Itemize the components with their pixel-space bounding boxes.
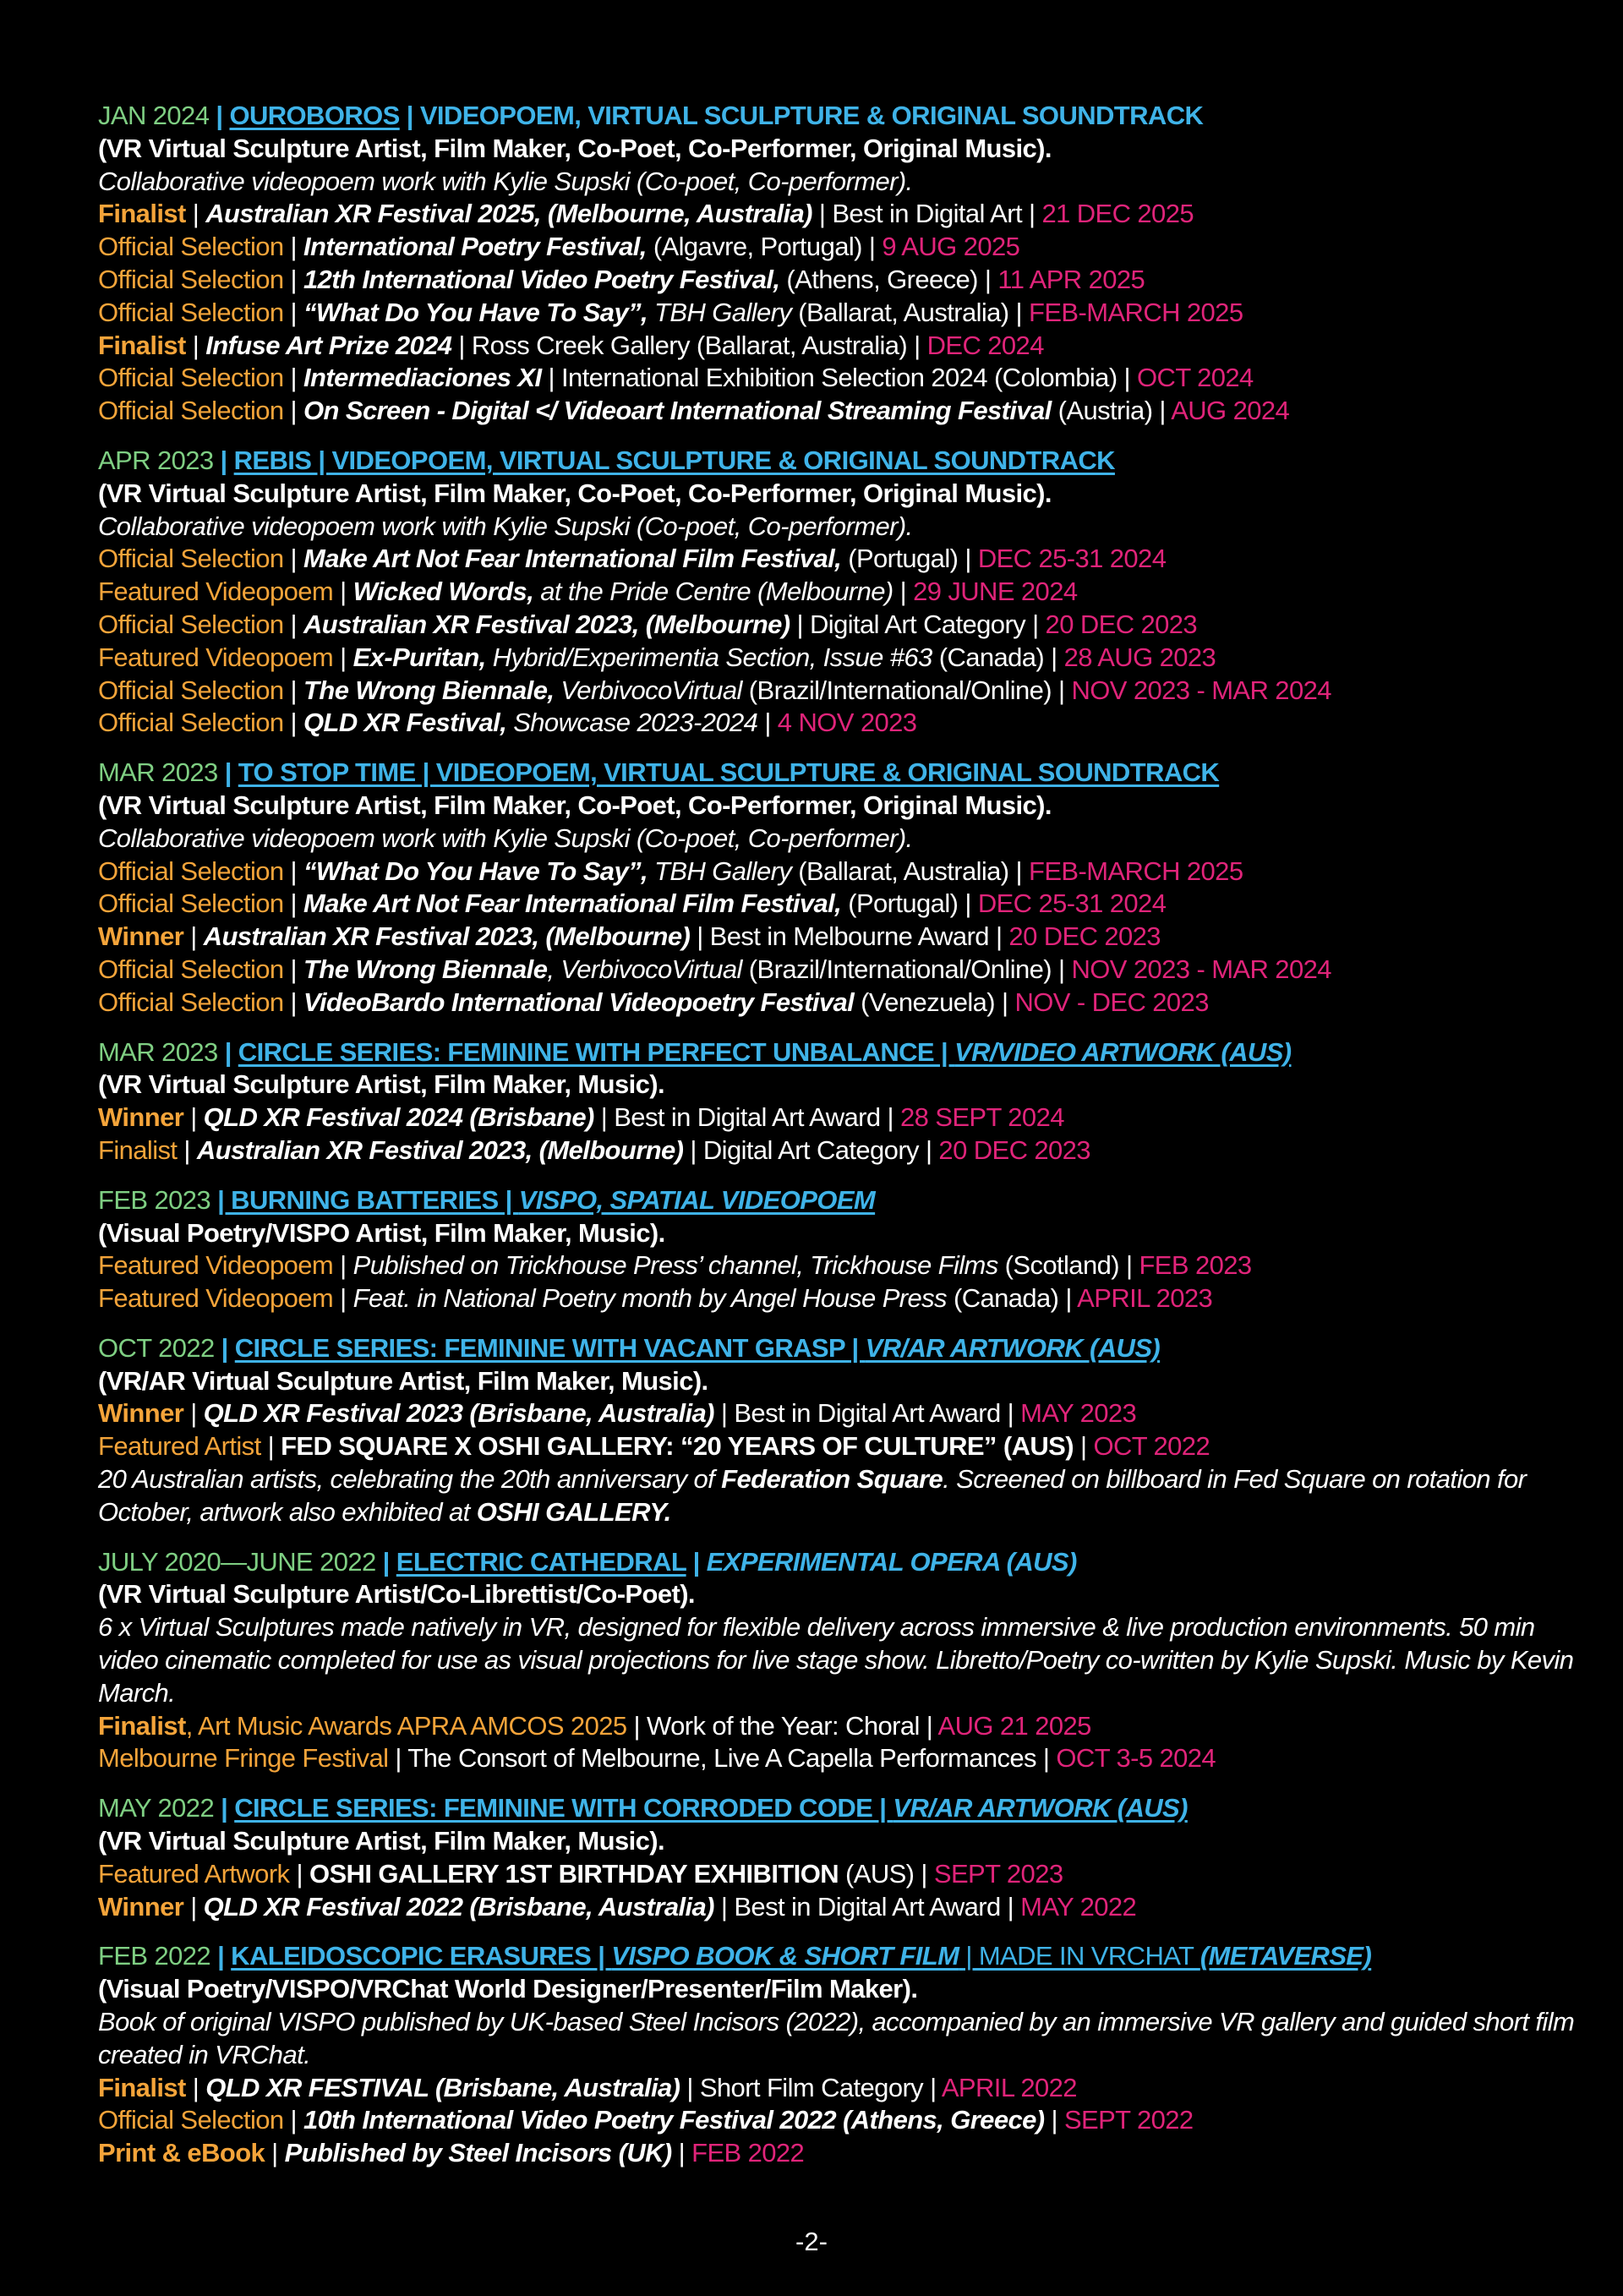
entry-title[interactable]: KALEIDOSCOPIC ERASURES |: [231, 1941, 612, 1971]
entry-line: [98, 297, 1586, 330]
award-period: FEB 2022: [691, 2138, 805, 2168]
award-status: Official Selection: [98, 609, 284, 639]
entry-text: Published by Steel Incisors (UK): [284, 2138, 672, 2168]
award-period: FEB 2023: [1139, 1250, 1252, 1281]
entry-title[interactable]: TO STOP TIME | VIDEOPOEM, VIRTUAL SCULPTURE & ORIGINAL SOUNDTRACK: [238, 757, 1220, 788]
entry-text: Hybrid/Experimentia Section, Issue #63: [485, 642, 932, 672]
entry-text: Make Art Not Fear International Film Festival,: [303, 544, 842, 574]
entry-title: |: [217, 1941, 232, 1971]
entry-text: |: [283, 297, 304, 327]
award-status: Featured Videopoem: [98, 642, 334, 672]
award-period: 21 DEC 2025: [1041, 199, 1194, 229]
award-status: Winner: [98, 921, 184, 952]
entry-text: |: [183, 1891, 204, 1922]
entry-text: (Brazil/International/Online) |: [741, 954, 1072, 984]
entry-line: [98, 2072, 1586, 2105]
entry-line: [98, 1742, 1586, 1775]
award-status: Official Selection: [98, 675, 284, 705]
entry-line: [98, 330, 1586, 363]
cv-entry: [98, 1546, 1586, 1776]
entry-title[interactable]: (METAVERSE): [1199, 1941, 1372, 1971]
entry-text: On Screen - Digital </ Videoart International Streaming Festival: [303, 396, 1052, 426]
entry-line: [98, 790, 1586, 823]
entry-text: at the Pride Centre (Melbourne): [533, 577, 893, 607]
entry-line: [98, 576, 1586, 609]
entry-text: |: [283, 609, 304, 639]
page-number: -2-: [795, 2227, 828, 2256]
entry-text: |: [283, 232, 304, 262]
entry-text: | International Exhibition Selection 2024 (Colombia) |: [541, 363, 1138, 393]
award-period: APRIL 2023: [1077, 1283, 1213, 1314]
entry-text: VerbivocoVirtual: [554, 675, 742, 705]
entry-date: JULY 2020—JUNE 2022: [98, 1546, 383, 1577]
entry-text: (Canada) |: [932, 642, 1064, 672]
entry-text: Book of original VISPO published by UK-based Steel Incisors (2022), accompanied by an immersive VR gallery and guided short film created in VRChat.: [98, 2007, 1575, 2069]
entry-text: |: [283, 708, 304, 738]
entry-text: Australian XR Festival 2025, (Melbourne, Australia): [205, 199, 812, 229]
entry-text: (Austria) |: [1051, 396, 1172, 426]
award-status: Official Selection: [98, 363, 284, 393]
entry-text: |: [283, 396, 304, 426]
entry-text: QLD XR Festival 2022 (Brisbane, Australia): [203, 1891, 714, 1922]
entry-text: Showcase 2023-2024: [506, 708, 758, 738]
entry-date: OCT 2022: [98, 1332, 221, 1363]
entry-text: 20 Australian artists, celebrating the 20th anniversary of: [98, 1464, 722, 1495]
entry-title[interactable]: REBIS | VIDEOPOEM, VIRTUAL SCULPTURE & ORIGINAL SOUNDTRACK: [233, 445, 1115, 475]
entry-title: |: [382, 1546, 396, 1577]
award-status: Official Selection: [98, 396, 284, 426]
entry-text: |: [183, 1102, 204, 1133]
entry-text: |: [283, 888, 304, 919]
entry-text: | Best in Digital Art Award |: [713, 1398, 1021, 1429]
entry-heading: [98, 1546, 1586, 1579]
entry-title: |: [216, 101, 230, 130]
entry-line: [98, 921, 1586, 954]
entry-text: |: [333, 1283, 353, 1314]
entry-text: TBH Gallery: [648, 297, 792, 327]
award-status: Finalist: [98, 1134, 178, 1165]
entry-heading: [98, 100, 1586, 133]
entry-text: OSHI GALLERY 1ST BIRTHDAY EXHIBITION: [309, 1858, 839, 1889]
entry-line: [98, 166, 1586, 199]
entry-title[interactable]: VISPO, SPATIAL VIDEOPOEM: [518, 1184, 876, 1215]
entry-line: [98, 856, 1586, 888]
entry-text: |: [283, 987, 304, 1017]
entry-text: (VR Virtual Sculpture Artist, Film Maker, Co-Poet, Co-Performer, Original Music).: [98, 790, 1052, 820]
entry-title[interactable]: | MADE IN VRCHAT: [959, 1941, 1200, 1971]
entry-text: Federation Square: [721, 1464, 943, 1495]
entry-text: Australian XR Festival 2023, (Melbourne): [303, 609, 790, 639]
entry-text: |: [1073, 1431, 1094, 1462]
award-status: Official Selection: [98, 708, 284, 738]
entry-line: [98, 987, 1586, 1020]
entry-date: JAN 2024: [98, 101, 216, 130]
entry-text: |: [283, 954, 304, 984]
entry-text: (VR Virtual Sculpture Artist, Film Maker, Co-Poet, Co-Performer, Original Music).: [98, 133, 1052, 163]
entry-line: [98, 1069, 1586, 1102]
award-period: DEC 2024: [926, 330, 1044, 360]
entry-line: [98, 198, 1586, 231]
award-status: Official Selection: [98, 544, 284, 574]
award-status: Featured Videopoem: [98, 577, 334, 607]
entry-text: TBH Gallery: [648, 856, 792, 886]
entry-text: Collaborative videopoem work with Kylie Supski (Co-poet, Co-performer).: [98, 511, 913, 541]
entry-text: | Ross Creek Gallery (Ballarat, Australia) |: [451, 330, 927, 360]
entry-text: |: [283, 264, 304, 294]
entry-text: . Screened on billboard in Fed Square on rotation for October, artwork also exhibited at: [98, 1464, 1527, 1527]
entry-line: [98, 264, 1586, 297]
award-period: OCT 3-5 2024: [1056, 1743, 1216, 1774]
entry-line: [98, 2104, 1586, 2137]
entry-text: Make Art Not Fear International Film Festival,: [303, 888, 842, 919]
entry-text: 6 x Virtual Sculptures made natively in VR, designed for flexible delivery across immersive & live production environments. 50 min video cinematic completed for use as visual projections for live stage show. Libretto/Poetry co-written by Kylie Supski. Music by Kevin March.: [98, 1612, 1574, 1708]
award-period: APRIL 2022: [941, 2072, 1077, 2102]
entry-title: |: [221, 1793, 235, 1823]
entry-line: [98, 675, 1586, 708]
entry-text: (Visual Poetry/VISPO Artist, Film Maker, Music).: [98, 1217, 665, 1248]
entry-text: Published on Trickhouse Press’ channel, Trickhouse Films: [352, 1250, 998, 1281]
award-period: AUG 2024: [1171, 396, 1290, 426]
entry-title[interactable]: VR/AR ARTWORK (AUS): [865, 1332, 1161, 1363]
entry-text: QLD XR Festival 2024 (Brisbane): [203, 1102, 594, 1133]
entry-text: |: [283, 2105, 304, 2135]
award-period: SEPT 2022: [1063, 2105, 1194, 2135]
award-status: Finalist: [98, 2072, 186, 2102]
entry-line: [98, 1102, 1586, 1134]
cv-entries: [98, 100, 1586, 2187]
entry-description: [98, 1611, 1586, 1709]
entry-title: |: [221, 1332, 235, 1363]
award-period: 4 NOV 2023: [777, 708, 917, 738]
entry-heading: [98, 1940, 1586, 1973]
entry-text: (Portugal) |: [841, 544, 978, 574]
entry-line: [98, 543, 1586, 576]
entry-text: | Digital Art Category |: [683, 1134, 939, 1165]
entry-heading: [98, 1332, 1586, 1365]
entry-line: [98, 642, 1586, 675]
entry-line: [98, 1249, 1586, 1282]
entry-text: |: [265, 2138, 285, 2168]
award-status: Official Selection: [98, 954, 284, 984]
entry-date: MAR 2023: [98, 757, 225, 788]
entry-text: (Ballarat, Australia) |: [791, 856, 1030, 886]
entry-line: [98, 609, 1586, 642]
entry-text: “What Do You Have To Say”,: [303, 856, 648, 886]
entry-text: |: [893, 577, 914, 607]
entry-line: [98, 1365, 1586, 1398]
cv-entry: [98, 100, 1586, 428]
entry-title[interactable]: | BURNING BATTERIES |: [217, 1184, 519, 1215]
award-period: SEPT 2023: [933, 1858, 1063, 1889]
entry-text: (VR Virtual Sculpture Artist, Film Maker, Music).: [98, 1826, 664, 1856]
entry-line: [98, 478, 1586, 511]
award-status: Official Selection: [98, 856, 284, 886]
entry-line: [98, 395, 1586, 428]
award-period: 20 DEC 2023: [938, 1134, 1090, 1165]
award-period: MAY 2022: [1020, 1891, 1137, 1922]
entry-text: 10th International Video Poetry Festival 2022 (Athens, Greece): [303, 2105, 1045, 2135]
entry-date: MAR 2023: [98, 1036, 225, 1067]
entry-line: [98, 1397, 1586, 1430]
award-period: FEB-MARCH 2025: [1029, 856, 1243, 886]
entry-line: [98, 1134, 1586, 1167]
entry-text: |: [333, 642, 353, 672]
award-period: 11 APR 2025: [997, 264, 1145, 294]
entry-line: [98, 231, 1586, 264]
entry-title: EXPERIMENTAL OPERA (AUS): [706, 1546, 1077, 1577]
entry-line: [98, 707, 1586, 740]
entry-text: | Best in Melbourne Award |: [690, 921, 1009, 952]
entry-text: Ex-Puritan,: [352, 642, 486, 672]
cv-entry: [98, 757, 1586, 1019]
entry-text: OSHI GALLERY.: [476, 1496, 671, 1527]
award-status: , Art Music Awards APRA AMCOS 2025: [185, 1710, 627, 1741]
entry-title[interactable]: ELECTRIC CATHEDRAL: [396, 1546, 686, 1577]
entry-line: [98, 511, 1586, 544]
entry-text: |: [260, 1431, 281, 1462]
award-status: Finalist: [98, 1710, 186, 1741]
entry-text: | Best in Digital Art |: [812, 199, 1042, 229]
entry-heading: [98, 1792, 1586, 1825]
entry-text: (Visual Poetry/VISPO/VRChat World Designer/Presenter/Film Maker).: [98, 1974, 918, 2004]
entry-text: |: [283, 363, 304, 393]
entry-title: |: [220, 445, 234, 475]
entry-text: |: [757, 708, 778, 738]
entry-text: |: [185, 2072, 206, 2102]
award-status: Official Selection: [98, 888, 284, 919]
entry-line: [98, 1973, 1586, 2006]
entry-description: [98, 1463, 1586, 1529]
award-status: Featured Videopoem: [98, 1283, 334, 1314]
cv-entry: [98, 1792, 1586, 1923]
award-status: Finalist: [98, 199, 186, 229]
entry-title[interactable]: VISPO BOOK & SHORT FILM: [611, 1941, 959, 1971]
entry-line: [98, 362, 1586, 395]
award-period: NOV - DEC 2023: [1014, 987, 1209, 1017]
award-period: 20 DEC 2023: [1045, 609, 1198, 639]
award-period: 28 SEPT 2024: [899, 1102, 1064, 1133]
entry-text: | Work of the Year: Choral |: [626, 1710, 938, 1741]
entry-text: |: [289, 1858, 309, 1889]
entry-text: |: [333, 1250, 353, 1281]
entry-heading: [98, 445, 1586, 478]
award-status: Featured Artwork: [98, 1858, 290, 1889]
entry-text: QLD XR FESTIVAL (Brisbane, Australia): [205, 2072, 680, 2102]
entry-date: APR 2023: [98, 445, 221, 475]
entry-text: (Algavre, Portugal) |: [646, 232, 883, 262]
entry-description: [98, 2006, 1586, 2072]
entry-text: (VR Virtual Sculpture Artist, Film Maker, Music).: [98, 1069, 664, 1100]
entry-line: [98, 1578, 1586, 1611]
award-period: 28 AUG 2023: [1063, 642, 1216, 672]
entry-text: | Best in Digital Art Award |: [593, 1102, 900, 1133]
entry-text: | Best in Digital Art Award |: [713, 1891, 1021, 1922]
entry-title: |: [686, 1546, 707, 1577]
entry-text: (Canada) |: [946, 1283, 1078, 1314]
entry-text: |: [283, 544, 304, 574]
entry-text: | Short Film Category |: [680, 2072, 942, 2102]
entry-date: FEB 2023: [98, 1184, 218, 1215]
award-status: Featured Videopoem: [98, 1250, 334, 1281]
entry-text: Australian XR Festival 2023, (Melbourne): [196, 1134, 684, 1165]
entry-text: | The Consort of Melbourne, Live A Capella Performances |: [388, 1743, 1057, 1774]
entry-date: FEB 2022: [98, 1941, 218, 1971]
entry-text: “What Do You Have To Say”,: [303, 297, 648, 327]
entry-text: Feat. in National Poetry month by Angel House Press: [352, 1283, 947, 1314]
entry-text: FED SQUARE X OSHI GALLERY: “20 YEARS OF CULTURE” (AUS): [281, 1431, 1074, 1462]
entry-line: [98, 1217, 1586, 1250]
entry-text: 12th International Video Poetry Festival,: [303, 264, 780, 294]
entry-text: |: [283, 856, 304, 886]
entry-heading: [98, 1036, 1586, 1069]
award-period: OCT 2022: [1093, 1431, 1210, 1462]
entry-text: (AUS) |: [839, 1858, 934, 1889]
entry-text: (VR Virtual Sculpture Artist, Film Maker, Co-Poet, Co-Performer, Original Music).: [98, 478, 1052, 508]
entry-text: Infuse Art Prize 2024: [205, 330, 452, 360]
entry-text: |: [283, 675, 304, 705]
entry-title: | VIDEOPOEM, VIRTUAL SCULPTURE & ORIGINAL SOUNDTRACK: [399, 101, 1204, 130]
entry-text: |: [333, 577, 353, 607]
entry-title: |: [224, 757, 238, 788]
award-period: NOV 2023 - MAR 2024: [1071, 675, 1331, 705]
entry-line: [98, 1891, 1586, 1924]
entry-text: VideoBardo International Videopoetry Festival: [303, 987, 855, 1017]
entry-line: [98, 1858, 1586, 1891]
entry-text: |: [185, 199, 206, 229]
entry-text: QLD XR Festival 2023 (Brisbane, Australia): [203, 1398, 714, 1429]
award-status: Official Selection: [98, 987, 284, 1017]
entry-line: [98, 1825, 1586, 1858]
entry-text: Australian XR Festival 2023, (Melbourne): [203, 921, 691, 952]
entry-text: |: [185, 330, 206, 360]
award-period: DEC 25-31 2024: [977, 544, 1167, 574]
entry-text: | Digital Art Category |: [790, 609, 1046, 639]
entry-text: International Poetry Festival,: [303, 232, 647, 262]
entry-text: |: [1044, 2105, 1064, 2135]
entry-line: [98, 823, 1586, 856]
entry-text: (Brazil/International/Online) |: [741, 675, 1072, 705]
award-status: Official Selection: [98, 297, 284, 327]
award-status: Melbourne Fringe Festival: [98, 1743, 389, 1774]
award-status: Print & eBook: [98, 2138, 265, 2168]
entry-line: [98, 2137, 1586, 2170]
entry-text: Collaborative videopoem work with Kylie Supski (Co-poet, Co-performer).: [98, 166, 913, 196]
entry-date: MAY 2022: [98, 1793, 221, 1823]
entry-text: , VerbivocoVirtual: [547, 954, 742, 984]
entry-heading: [98, 757, 1586, 790]
award-period: NOV 2023 - MAR 2024: [1071, 954, 1331, 984]
award-period: DEC 25-31 2024: [977, 888, 1167, 919]
cv-entry: [98, 1332, 1586, 1529]
award-status: Winner: [98, 1398, 184, 1429]
award-period: FEB-MARCH 2025: [1029, 297, 1243, 327]
award-status: Winner: [98, 1891, 184, 1922]
cv-entry: [98, 1940, 1586, 2170]
entry-text: (VR/AR Virtual Sculpture Artist, Film Maker, Music).: [98, 1365, 708, 1396]
entry-line: [98, 1430, 1586, 1463]
award-period: OCT 2024: [1137, 363, 1254, 393]
entry-text: (Scotland) |: [997, 1250, 1139, 1281]
entry-text: (Athens, Greece) |: [779, 264, 998, 294]
award-status: Winner: [98, 1102, 184, 1133]
entry-text: Collaborative videopoem work with Kylie Supski (Co-poet, Co-performer).: [98, 823, 913, 853]
entry-title[interactable]: CIRCLE SERIES: FEMININE WITH CORRODED CODE |: [234, 1793, 893, 1823]
entry-title[interactable]: CIRCLE SERIES: FEMININE WITH VACANT GRASP |: [234, 1332, 866, 1363]
entry-title[interactable]: OUROBOROS: [229, 101, 400, 130]
entry-text: (Ballarat, Australia) |: [791, 297, 1030, 327]
entry-title[interactable]: CIRCLE SERIES: FEMININE WITH PERFECT UNBALANCE |: [238, 1036, 955, 1067]
award-period: 20 DEC 2023: [1008, 921, 1161, 952]
entry-text: |: [177, 1134, 197, 1165]
entry-line: [98, 1710, 1586, 1743]
award-period: AUG 21 2025: [937, 1710, 1091, 1741]
cv-entry: [98, 1184, 1586, 1315]
entry-text: |: [183, 921, 204, 952]
award-status: Finalist: [98, 330, 186, 360]
entry-text: (Venezuela) |: [854, 987, 1015, 1017]
entry-text: (VR Virtual Sculpture Artist/Co-Librettist/Co-Poet).: [98, 1579, 695, 1610]
award-period: 29 JUNE 2024: [913, 577, 1078, 607]
entry-text: |: [183, 1398, 204, 1429]
award-period: MAY 2023: [1020, 1398, 1137, 1429]
entry-line: [98, 1282, 1586, 1315]
entry-text: The Wrong Biennale: [303, 954, 548, 984]
entry-title[interactable]: VR/AR ARTWORK (AUS): [893, 1793, 1188, 1823]
award-status: Official Selection: [98, 2105, 284, 2135]
entry-line: [98, 133, 1586, 166]
entry-text: Intermediaciones XI: [303, 363, 542, 393]
entry-text: QLD XR Festival,: [303, 708, 507, 738]
award-period: 9 AUG 2025: [882, 232, 1020, 262]
entry-text: Wicked Words,: [352, 577, 534, 607]
award-status: Featured Artist: [98, 1431, 261, 1462]
entry-heading: [98, 1184, 1586, 1217]
cv-entry: [98, 445, 1586, 740]
entry-line: [98, 888, 1586, 921]
entry-text: (Portugal) |: [841, 888, 978, 919]
award-status: Official Selection: [98, 232, 284, 262]
entry-line: [98, 954, 1586, 987]
entry-title[interactable]: VR/VIDEO ARTWORK (AUS): [954, 1036, 1292, 1067]
entry-title: |: [224, 1036, 238, 1067]
entry-text: |: [671, 2138, 692, 2168]
award-status: Official Selection: [98, 264, 284, 294]
entry-text: The Wrong Biennale,: [303, 675, 555, 705]
cv-entry: [98, 1036, 1586, 1167]
